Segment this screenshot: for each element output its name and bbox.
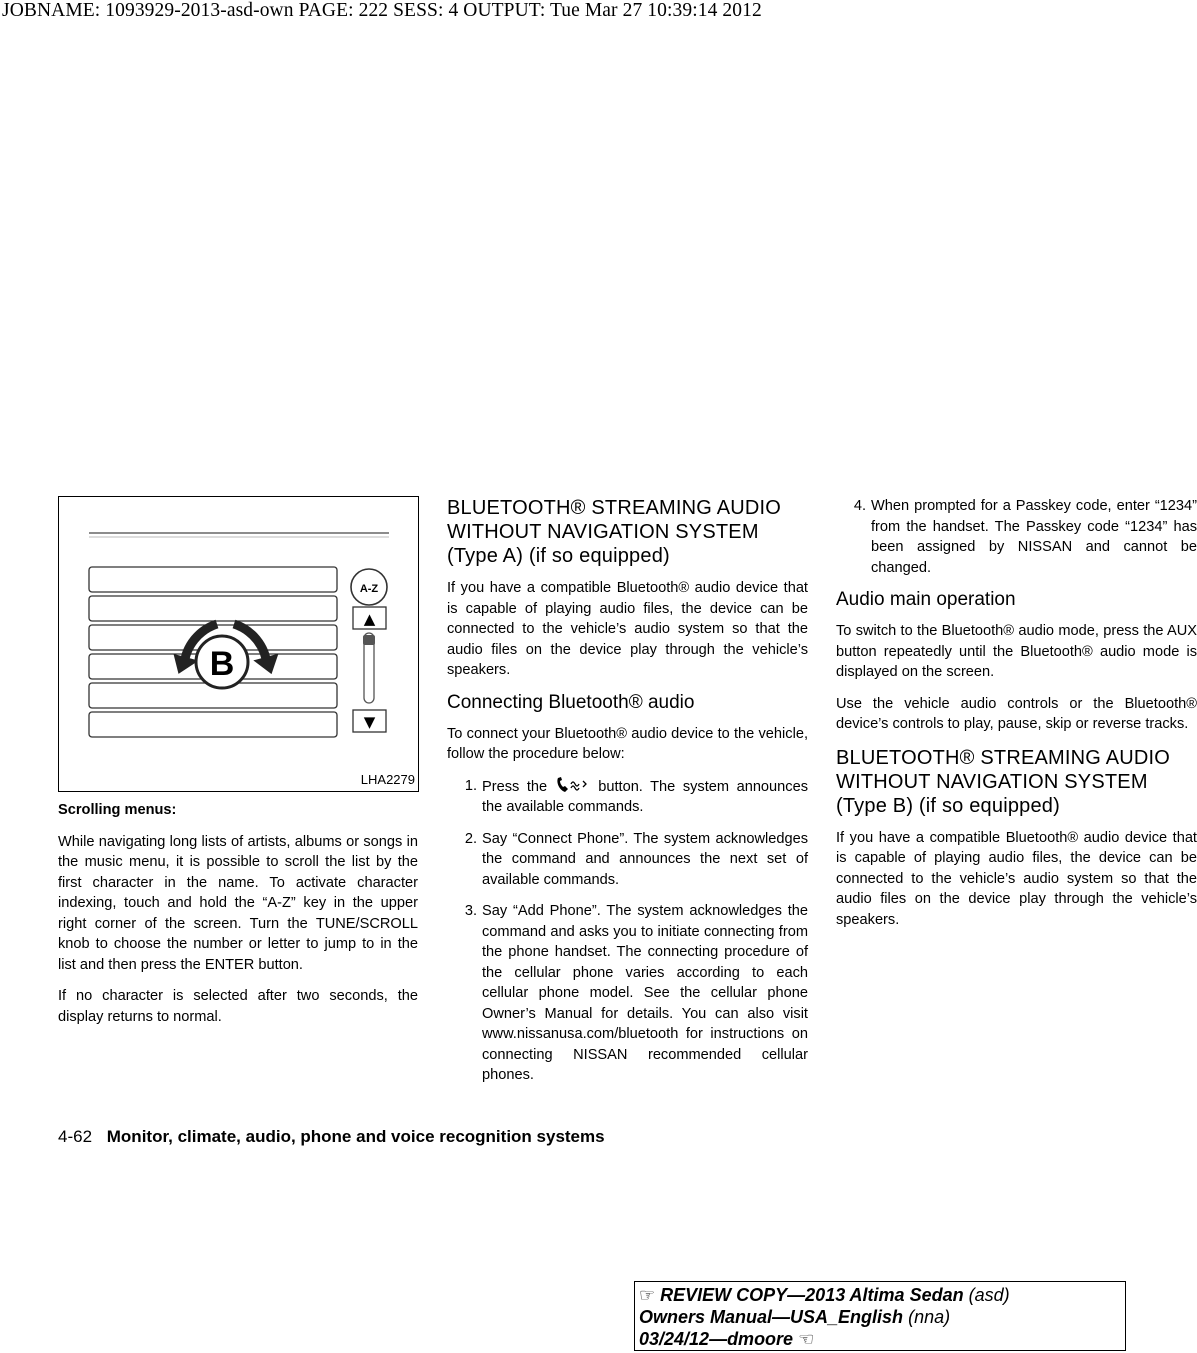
scrolling-menus-heading: Scrolling menus: bbox=[58, 802, 177, 818]
figure-caption: LHA2279 bbox=[360, 771, 415, 787]
down-arrow-icon: ▼ bbox=[363, 713, 376, 731]
page-footer bbox=[58, 1127, 605, 1147]
pointing-hand-left-icon: ☜ bbox=[798, 1329, 815, 1349]
list-item: 1. Press the button. The system announces the available commands. bbox=[464, 777, 808, 815]
paragraph: Use the vehicle audio controls or the Bluetooth® device’s controls to play, pause, skip or reverse tracks. bbox=[836, 695, 1197, 732]
pointing-hand-icon: ☞ bbox=[639, 1285, 656, 1305]
section-heading-type-a: BLUETOOTH® STREAMING AUDIO WITHOUT NAVIGATION SYSTEM (Type A) (if so equipped) bbox=[447, 497, 782, 567]
list-item: 2. Say “Connect Phone”. The system acknowledges the command and announces the next set of available commands. bbox=[464, 830, 808, 888]
list-row bbox=[89, 712, 337, 737]
section-title: Monitor, climate, audio, phone and voice recognition systems bbox=[106, 1127, 605, 1146]
paragraph: To connect your Bluetooth® audio device to the vehicle, follow the procedure below: bbox=[447, 725, 808, 762]
knob-b-label: B bbox=[209, 645, 235, 683]
connecting-heading: Connecting Bluetooth® audio bbox=[447, 691, 695, 713]
screen-illustration bbox=[59, 497, 418, 791]
paragraph: If no character is selected after two seconds, the display returns to normal. bbox=[58, 988, 418, 1025]
list-item: 4. When prompted for a Passkey code, enter “1234” from the handset. The Passkey code “1234” has been assigned by NISSAN and cannot be changed. bbox=[853, 498, 1197, 576]
section-heading-type-b: BLUETOOTH® STREAMING AUDIO WITHOUT NAVIGATION SYSTEM (Type B) (if so equipped) bbox=[836, 746, 1171, 817]
audio-main-operation-heading: Audio main operation bbox=[836, 589, 1016, 610]
review-copy-box: ☞ REVIEW COPY—2013 Altima Sedan (asd) Owners Manual—USA_English (nna) 03/24/12—dmoore ☜ bbox=[634, 1281, 1126, 1351]
list-row bbox=[89, 596, 337, 621]
list-row bbox=[89, 567, 337, 592]
job-header: JOBNAME: 1093929-2013-asd-own PAGE: 222 SESS: 4 OUTPUT: Tue Mar 27 10:39:14 2012 bbox=[2, 0, 762, 21]
up-arrow-icon: ▲ bbox=[363, 610, 376, 628]
page-number: 4-62 bbox=[58, 1127, 93, 1146]
column-middle bbox=[447, 496, 808, 1097]
paragraph: While navigating long lists of artists, albums or songs in the music menu, it is possible to scroll the list by the first character in the name. To activate character indexing, touch and hold the “A-Z” key in the upper right corner of the screen. Turn the TUNE/SCROLL knob to choose the number or letter to jump to in the list and then press the ENTER button. bbox=[58, 833, 418, 973]
talk-button-icon bbox=[555, 776, 591, 794]
scrollbar-thumb bbox=[363, 635, 375, 645]
paragraph: If you have a compatible Bluetooth® audio device that is capable of playing audio files, the device can be connected to the vehicle’s audio system so that the audio files on the device play through the vehicle’s speakers. bbox=[447, 580, 808, 678]
connect-steps bbox=[447, 776, 808, 1086]
paragraph: If you have a compatible Bluetooth® audio device that is capable of playing audio files, the device can be connected to the vehicle’s audio system so that the audio files on the device play through the vehicle’s speakers. bbox=[836, 829, 1197, 928]
connect-steps-continued bbox=[836, 496, 1197, 578]
az-key-label: A-Z bbox=[359, 583, 379, 595]
column-right bbox=[836, 496, 1197, 941]
scroll-menu-figure bbox=[58, 496, 419, 792]
paragraph: To switch to the Bluetooth® audio mode, press the AUX button repeatedly until the Bluetooth® audio mode is displayed on the screen. bbox=[836, 623, 1197, 680]
column-left bbox=[58, 496, 418, 1038]
list-item: 3. Say “Add Phone”. The system acknowledges the command and asks you to initiate connecting from the phone handset. The connecting procedure of the cellular phone varies according to each cellular phone model. See the cellular phone Owner’s Manual for details. You can also visit www.nissanusa.com/bluetooth for instructions on connecting NISSAN recommended cellular phones. bbox=[464, 903, 808, 1083]
